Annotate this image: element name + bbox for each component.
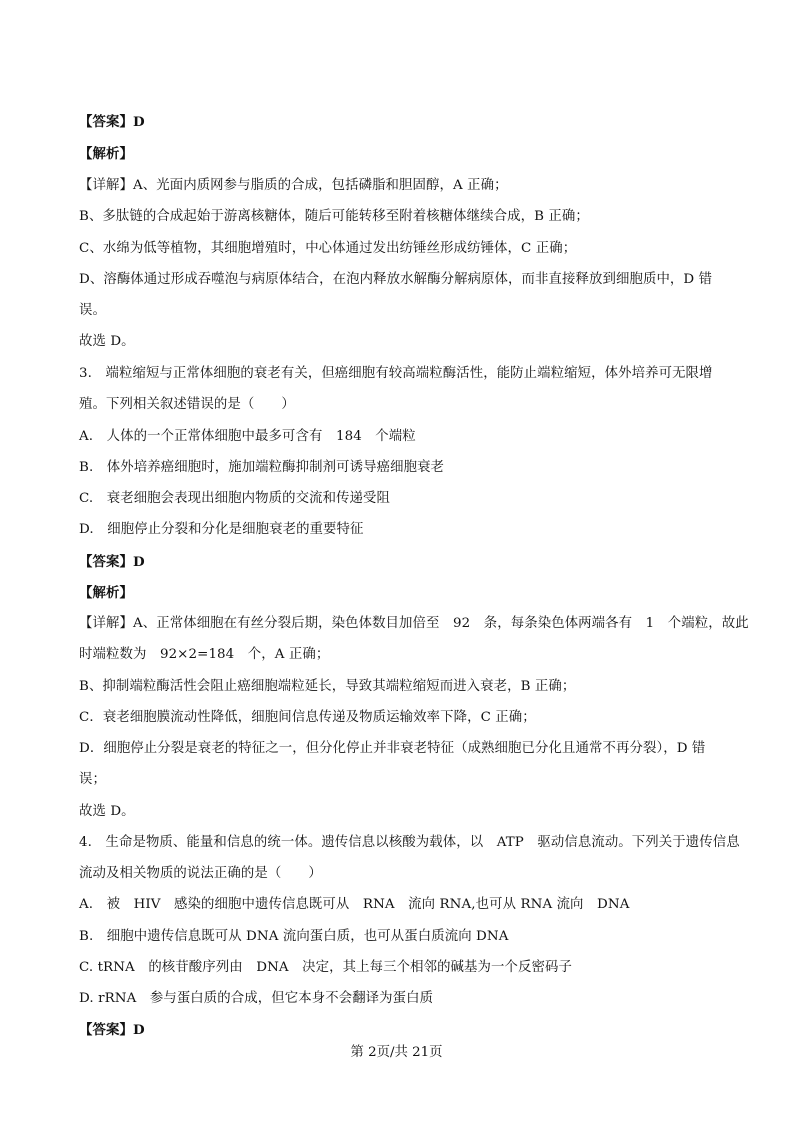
option-d: D. 细胞停止分裂和分化是细胞衰老的重要特征 xyxy=(79,522,364,537)
option-a: A. 人体的一个正常体细胞中最多可含有 184 个端粒 xyxy=(79,429,416,444)
question-3-stem: 殖。下列相关叙述错误的是（ ） xyxy=(79,397,295,412)
option-a: A. 被 HIV 感染的细胞中遗传信息既可从 RNA 流向 RNA,也可从 RNA 流向 DNA xyxy=(79,897,630,912)
question-3-stem: 3. 端粒缩短与正常体细胞的衰老有关，但癌细胞有较高端粒酶活性，能防止端粒缩短，体外培养可无限增 xyxy=(79,366,713,381)
option-d: D. rRNA 参与蛋白质的合成，但它本身不会翻译为蛋白质 xyxy=(79,991,434,1006)
text-line: 故选 D。 xyxy=(79,334,135,349)
answer-label: 【答案】D xyxy=(79,1022,145,1038)
text-line: C．衰老细胞膜流动性降低，细胞间信息传递及物质运输效率下降，C 正确； xyxy=(79,710,536,725)
text-line: C、水绵为低等植物，其细胞增殖时，中心体通过发出纺锤丝形成纺锤体，C 正确； xyxy=(79,241,577,256)
question-4-stem: 流动及相关物质的说法正确的是（ ） xyxy=(79,866,322,881)
text-line: D、溶酶体通过形成吞噬泡与病原体结合，在泡内释放水解酶分解病原体，而非直接释放到细胞质中，D 错 xyxy=(79,272,713,287)
text-line: 时端粒数为 92×2=184 个，A 正确； xyxy=(79,647,330,662)
text-line: B、多肽链的合成起始于游离核糖体，随后可能转移至附着核糖体继续合成，B 正确； xyxy=(79,209,589,224)
text-line: D．细胞停止分裂是衰老的特征之一，但分化停止并非衰老特征（成熟细胞已分化且通常不再分裂），D 错 xyxy=(79,741,706,756)
text-line: 故选 D。 xyxy=(79,804,135,819)
option-c: C. tRNA 的核苷酸序列由 DNA 决定，其上每三个相邻的碱基为一个反密码子 xyxy=(79,960,572,975)
analysis-label: 【解析】 xyxy=(79,585,133,601)
analysis-label: 【解析】 xyxy=(79,146,133,162)
text-line: 【详解】A、正常体细胞在有丝分裂后期，染色体数目加倍至 92 条，每条染色体两端各有 1 个端粒，故此 xyxy=(79,616,749,631)
question-4-stem: 4. 生命是物质、能量和信息的统一体。遗传信息以核酸为载体，以 ATP 驱动信息流动。下列关于遗传信息 xyxy=(79,835,740,850)
page-footer: 第 2页/共 21页 xyxy=(350,1045,443,1060)
option-b: B. 细胞中遗传信息既可从 DNA 流向蛋白质，也可从蛋白质流向 DNA xyxy=(79,929,509,944)
text-line: 误。 xyxy=(79,303,106,318)
option-b: B. 体外培养癌细胞时，施加端粒酶抑制剂可诱导癌细胞衰老 xyxy=(79,460,445,475)
text-line: B、抑制端粒酶活性会阻止癌细胞端粒延长，导致其端粒缩短而进入衰老，B 正确； xyxy=(79,679,576,694)
text-line: 【详解】A、光面内质网参与脂质的合成，包括磷脂和胆固醇，A 正确； xyxy=(79,178,508,193)
answer-label: 【答案】D xyxy=(79,114,145,130)
text-line: 误； xyxy=(79,772,106,787)
option-c: C. 衰老细胞会表现出细胞内物质的交流和传递受阻 xyxy=(79,491,391,506)
answer-label: 【答案】D xyxy=(79,554,145,570)
